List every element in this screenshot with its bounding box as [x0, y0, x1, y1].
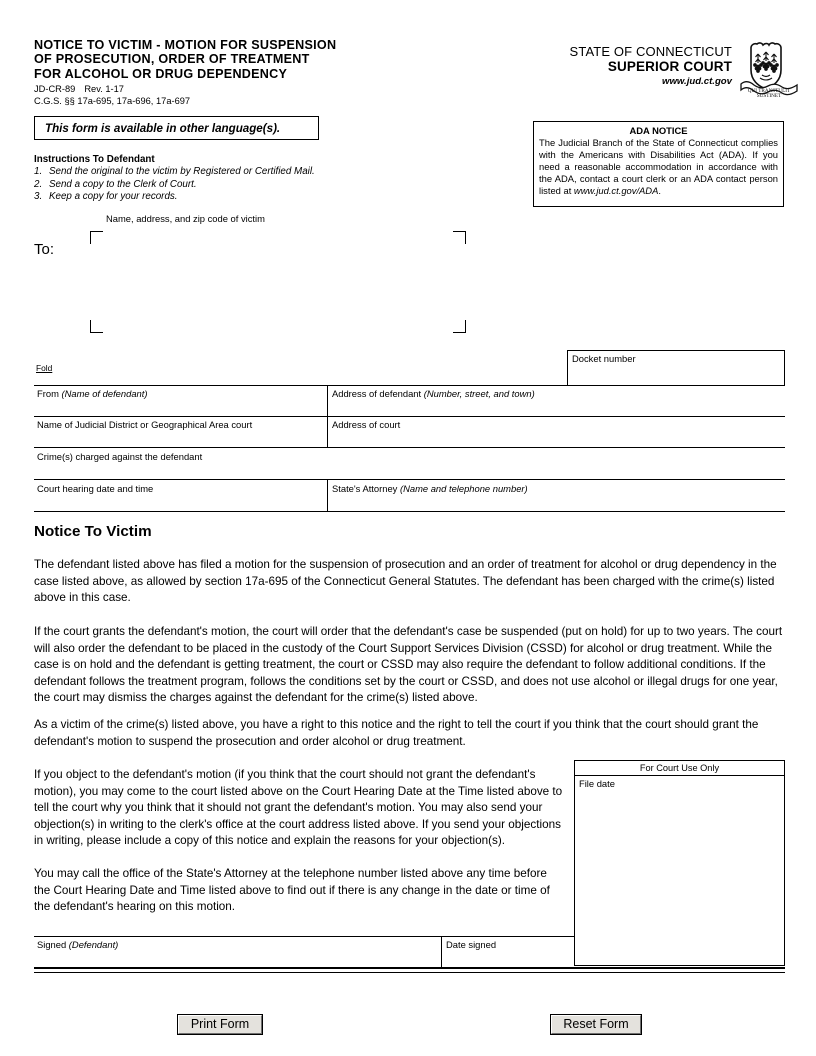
- instruction-item: [34, 179, 434, 192]
- date-signed-label: Date signed: [446, 939, 497, 950]
- table-rule-5: [34, 511, 785, 512]
- hearing-date-input[interactable]: [36, 496, 324, 510]
- footer-rule-thin: [34, 972, 785, 973]
- signed-defendant-label: Signed (Defendant): [37, 939, 119, 950]
- crimes-charged-input[interactable]: [36, 464, 782, 478]
- judicial-district-label: Name of Judicial District or Geographical Area court: [37, 419, 253, 430]
- ada-body-text: The Judicial Branch of the State of Connecticut complies with the Americans with Disabilities Act (ADA). If you need a reasonable accommodation in accordance with the ADA, contact a court clerk or an ADA contact person listed at: [539, 137, 778, 196]
- instruction-number: 2.: [34, 178, 43, 190]
- crimes-charged-label: Crime(s) charged against the defendant: [37, 451, 203, 462]
- states-attorney-input[interactable]: [330, 496, 782, 510]
- states-attorney-label: State's Attorney (Name and telephone number): [332, 483, 528, 494]
- form-number-line: [34, 84, 454, 96]
- notice-paragraph-2: If the court grants the defendant's motion, the court will order that the defendant's case be suspended (put on hold) for up to two years. The court will also order the defendant to be placed in the custody of the Court Support Services Division (CSSD) for alcohol or drug treatment. While the case is on hold and the defendant is getting treatment, the court or CSSD may also require the defendant to follow additional conditions. If the defendant follows the treatment program, follows the conditions set by the court or CSSD, and does not use alcohol or illegal drugs for one year, the court may dismiss the charges against the defendant for the crime(s) listed above.: [34, 625, 783, 705]
- notice-paragraph-4: If you object to the defendant's motion (if you think that the court should not grant the defendant's motion), you may come to the court listed above on the Court Hearing Date at the Time listed above to tell the court why you think that it should not grant the defendant's motion. You may also send your objection(s) in writing to the clerk's office at the court address listed above. If you send your objections in writing, please include a copy of this notice and explain the reasons for your objection(s).: [34, 768, 563, 848]
- instruction-text: Send a copy to the Clerk of Court.: [49, 178, 197, 190]
- signed-defendant-input[interactable]: [36, 952, 438, 966]
- state-name: STATE OF CONNECTICUT: [569, 44, 732, 59]
- reset-form-button[interactable]: Reset Form: [551, 1015, 641, 1034]
- court-name: SUPERIOR COURT: [607, 59, 732, 74]
- table-rule-1: [34, 385, 785, 386]
- victim-address-caption: Name, address, and zip code of victim: [106, 213, 265, 224]
- address-defendant-input[interactable]: [330, 401, 782, 415]
- docket-number-label: Docket number: [572, 353, 636, 364]
- ada-contact-link[interactable]: www.jud.ct.gov/ADA: [573, 184, 659, 196]
- hearing-date-label: Court hearing date and time: [37, 483, 154, 494]
- instruction-text: Send the original to the victim by Registered or Certified Mail.: [49, 166, 315, 177]
- form-identifiers: [34, 84, 454, 107]
- notice-paragraph-5: You may call the office of the State's Attorney at the telephone number listed above any time before the Court Hearing Date and Time listed above to find out if there is any change in the date or time of the defendant's hearing on this motion.: [34, 867, 550, 914]
- ada-body-period: .: [658, 184, 661, 196]
- address-defendant-label: Address of defendant (Number, street, and town): [332, 388, 535, 399]
- instructions-block: [34, 153, 434, 204]
- file-date-input[interactable]: [575, 790, 784, 940]
- address-court-label: Address of court: [332, 419, 401, 430]
- court-identity: [502, 44, 732, 88]
- from-defendant-label: From (Name of defendant): [37, 388, 148, 399]
- ada-notice-body: [539, 137, 778, 197]
- signature-row-top-rule: [34, 936, 574, 937]
- ada-notice-box: [533, 121, 784, 207]
- header-left: [34, 38, 454, 107]
- address-corner-bottom-right: [453, 320, 466, 333]
- language-availability-box: [34, 116, 319, 140]
- from-defendant-input[interactable]: [36, 401, 324, 415]
- docket-number-input[interactable]: [569, 366, 783, 383]
- address-court-input[interactable]: [330, 432, 782, 446]
- instruction-number: 3.: [34, 191, 43, 203]
- signature-row-divider: [441, 936, 442, 967]
- instruction-number: 1.: [34, 166, 43, 177]
- to-label: To:: [34, 241, 55, 258]
- instruction-item: [34, 166, 434, 179]
- docket-box-right-rule: [784, 350, 785, 385]
- connecticut-state-seal-icon: [738, 40, 800, 104]
- docket-box-left-rule: [567, 350, 568, 385]
- notice-paragraph-3: As a victim of the crime(s) listed above, you have a right to this notice and the right to tell the court if you think that the court should grant the defendant's motion to suspend the prosecution and order alcohol or drug treatment.: [34, 718, 759, 748]
- table-vertical-divider-lower: [327, 479, 328, 511]
- address-corner-bottom-left: [90, 320, 103, 333]
- fold-marker: Fold: [36, 363, 53, 373]
- table-vertical-divider-upper: [327, 385, 328, 447]
- court-use-only-box: [574, 760, 785, 966]
- footer-rule-thick: [34, 967, 785, 969]
- svg-text:QUI TRANSTULIT: QUI TRANSTULIT: [747, 88, 791, 94]
- print-form-button[interactable]: Print Form: [178, 1015, 262, 1034]
- date-signed-input[interactable]: [444, 952, 570, 966]
- svg-text:SUSTINET: SUSTINET: [756, 93, 782, 99]
- notice-paragraph-1: The defendant listed above has filed a motion for the suspension of prosecution and an order of treatment for alcohol or drug dependency in the case listed above, as allowed by section 17a-695 of the Connecticut General Statutes. The defendant has been charged with the crime(s) listed above in this case.: [34, 558, 777, 605]
- table-rule-2: [34, 416, 785, 417]
- title-line-1: NOTICE TO VICTIM - MOTION FOR SUSPENSION: [34, 38, 337, 52]
- court-use-only-title: For Court Use Only: [575, 761, 784, 776]
- victim-address-input[interactable]: [102, 243, 453, 320]
- address-corner-top-right: [453, 231, 466, 244]
- language-availability-text: This form is available in other language(s).: [45, 121, 281, 135]
- court-website: www.jud.ct.gov: [662, 76, 732, 87]
- docket-box-top-rule: [567, 350, 785, 351]
- page-title: [34, 38, 454, 81]
- ada-notice-title: ADA NOTICE: [629, 125, 688, 136]
- file-date-label: File date: [579, 778, 615, 789]
- form-number: JD-CR-89: [34, 84, 76, 95]
- instructions-title: Instructions To Defendant: [34, 154, 155, 165]
- table-rule-3: [34, 447, 785, 448]
- notice-heading: Notice To Victim: [34, 523, 152, 540]
- statute-citation: C.G.S. §§ 17a-695, 17a-696, 17a-697: [34, 95, 191, 106]
- instruction-text: Keep a copy for your records.: [49, 191, 178, 203]
- table-rule-4: [34, 479, 785, 480]
- title-line-2: OF PROSECUTION, ORDER OF TREATMENT: [34, 52, 310, 67]
- form-revision: Rev. 1-17: [84, 84, 124, 95]
- title-line-3: FOR ALCOHOL OR DRUG DEPENDENCY: [34, 66, 288, 81]
- instruction-item: [34, 191, 434, 204]
- judicial-district-input[interactable]: [36, 432, 324, 446]
